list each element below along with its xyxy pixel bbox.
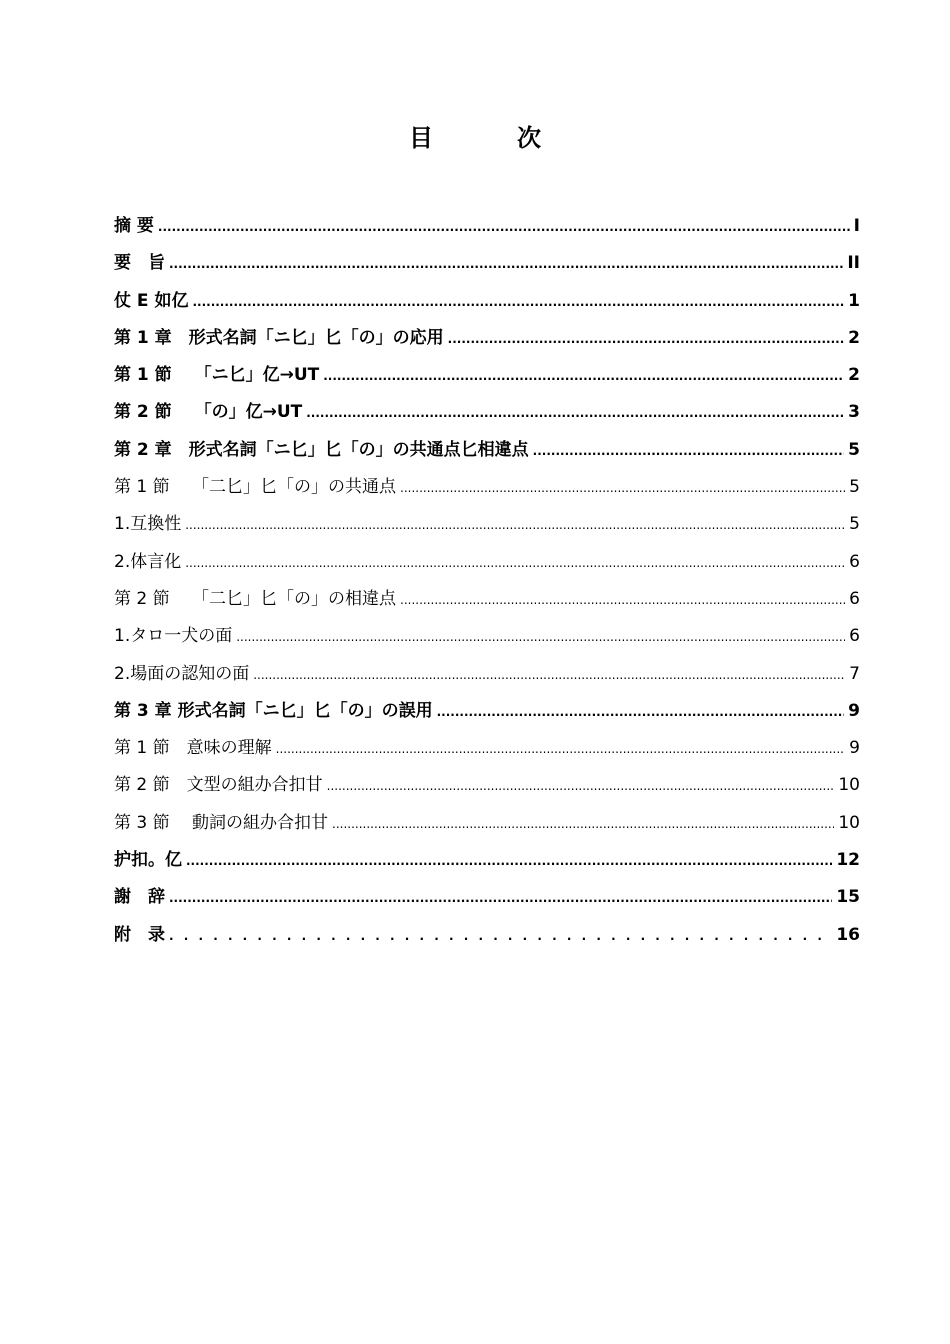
dot-leader [186, 843, 832, 880]
toc-entry[interactable] [114, 879, 860, 916]
toc-entry-label: 要 旨 [114, 253, 165, 274]
toc-entry-label: 第 1 章 形式名詞「ニ匕」匕「の」の応用 [114, 327, 444, 348]
toc-entry[interactable] [114, 618, 860, 655]
toc-entry-page-number: 15 [836, 887, 860, 908]
dot-leader [437, 694, 845, 731]
dot-leader [185, 507, 845, 544]
toc-entry-page-number: 12 [836, 850, 860, 871]
toc-entry-label: 2.場面の認知の面 [114, 663, 250, 684]
toc-entry-page-number: 3 [848, 402, 860, 423]
toc-entry-page-number: 16 [836, 924, 860, 945]
toc-entry-page-number: 6 [849, 551, 860, 572]
toc-entry[interactable] [114, 581, 860, 618]
dot-leader [192, 284, 844, 321]
toc-entry-page-number: 5 [849, 514, 860, 535]
toc-entry[interactable] [114, 656, 860, 693]
toc-entry[interactable] [114, 245, 860, 282]
toc-entry-label: 第 2 節 文型の組办合扣甘 [114, 775, 323, 796]
toc-entry-label: 2.体言化 [114, 551, 182, 572]
toc-entry[interactable] [114, 805, 860, 842]
dot-leader [185, 545, 845, 582]
toc-entry-label: 1.互換性 [114, 514, 182, 535]
toc-entry-page-number: 6 [849, 626, 860, 647]
toc-entry[interactable] [114, 432, 860, 469]
toc-entry-label: 1.タロ一犬の面 [114, 626, 233, 647]
toc-entry[interactable] [114, 506, 860, 543]
toc-entry-page-number: 10 [838, 812, 860, 833]
toc-entry-page-number: 2 [848, 365, 860, 386]
dot-leader [448, 321, 844, 358]
toc-entry[interactable] [114, 842, 860, 879]
dot-leader [533, 433, 844, 470]
toc-entry-label: 护扣。亿 [114, 850, 182, 871]
dot-leader [323, 358, 844, 395]
toc-entry[interactable] [114, 469, 860, 506]
toc-entry-label: 第 2 節 「二匕」匕「の」の相違点 [114, 588, 397, 609]
dot-leader [400, 582, 845, 619]
toc-entry-page-number: 5 [849, 477, 860, 498]
dot-leader [169, 246, 843, 283]
dot-leader [169, 880, 832, 917]
toc-entry-label: 第 2 節 「の」亿→UT [114, 402, 303, 423]
dot-leader [327, 768, 835, 805]
toc-entry[interactable] [114, 730, 860, 767]
toc-entry[interactable] [114, 208, 860, 245]
toc-entry-page-number: 2 [848, 327, 860, 348]
toc-entry-page-number: 5 [848, 439, 860, 460]
dot-leader [158, 209, 850, 246]
toc-entry[interactable] [114, 357, 860, 394]
toc-entry-label: 第 3 章 形式名詞「ニ匕」匕「の」の誤用 [114, 700, 433, 721]
toc-entry-page-number: 10 [838, 775, 860, 796]
dot-leader [169, 918, 832, 955]
dot-leader [400, 470, 845, 507]
toc-entry[interactable] [114, 693, 860, 730]
toc-entry-page-number: 6 [849, 588, 860, 609]
dot-leader [306, 395, 844, 432]
toc-entry-label: 附 录 [114, 924, 165, 945]
toc-entry-page-number: 1 [848, 290, 860, 311]
dot-leader [236, 619, 845, 656]
toc-entry-label: 第 2 章 形式名詞「ニ匕」匕「の」の共通点匕相違点 [114, 439, 529, 460]
toc-entry-label: 仗 E 如亿 [114, 290, 189, 311]
toc-entry-label: 第 1 節 「二匕」匕「の」の共通点 [114, 477, 397, 498]
toc-entry-page-number: I [853, 216, 860, 236]
toc-entry-page-number: 9 [849, 738, 860, 759]
toc-entry-page-number: 9 [848, 700, 860, 721]
table-of-contents [114, 208, 860, 954]
toc-entry[interactable] [114, 320, 860, 357]
toc-entry[interactable] [114, 283, 860, 320]
page-title: 目 次 [409, 124, 571, 152]
toc-entry-page-number: 7 [849, 663, 860, 684]
toc-entry-label: 謝 辞 [114, 887, 165, 908]
toc-entry-label: 摘 要 [114, 216, 154, 236]
toc-entry-label: 第 1 節 「ニ匕」亿→UT [114, 365, 320, 386]
toc-entry-label: 第 3 節 動詞の組办合扣甘 [114, 812, 329, 833]
toc-entry-page-number: II [847, 253, 860, 274]
dot-leader [253, 657, 845, 694]
toc-entry[interactable] [114, 394, 860, 431]
toc-entry-label: 第 1 節 意味の理解 [114, 738, 272, 759]
toc-entry[interactable] [114, 767, 860, 804]
toc-entry[interactable] [114, 917, 860, 954]
toc-entry[interactable] [114, 544, 860, 581]
dot-leader [276, 731, 846, 768]
dot-leader [332, 806, 834, 843]
